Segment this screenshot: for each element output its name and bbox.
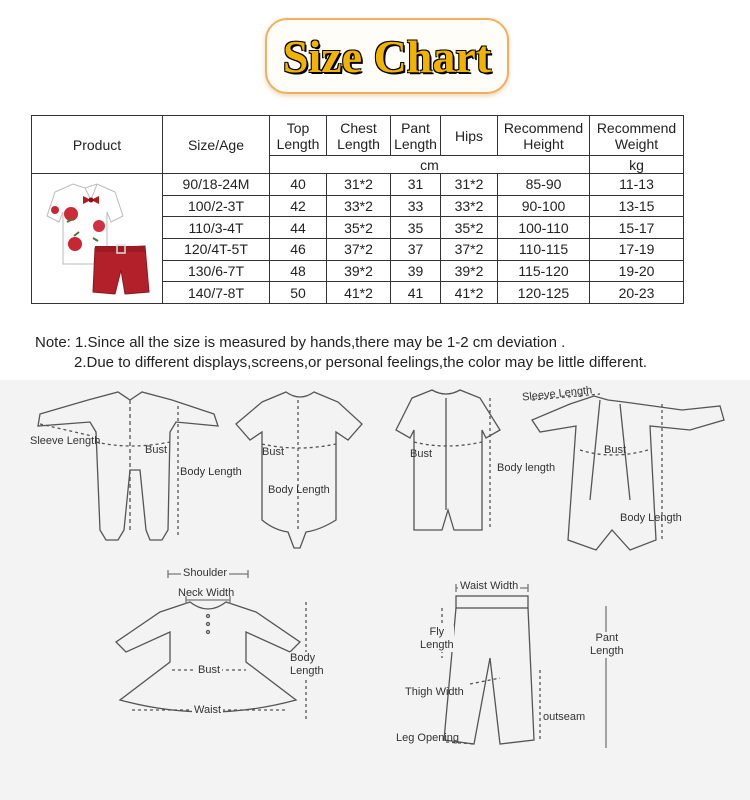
row-3-height: 110-115 (498, 238, 590, 260)
row-3-chest: 37*2 (327, 238, 391, 260)
kimono-body-label: Body Length (620, 512, 682, 524)
row-3-pant: 37 (391, 238, 441, 260)
product-image (32, 174, 163, 304)
notes (35, 333, 647, 373)
row-4-weight: 19-20 (590, 260, 684, 282)
header-chest-length: Chest Length (327, 116, 391, 156)
header-size-age: Size/Age (163, 116, 270, 174)
romper-bust-label: Bust (145, 444, 168, 456)
row-3-hips: 37*2 (441, 238, 498, 260)
bodysuit-drawing (236, 392, 362, 548)
header-top-length: Top Length (270, 116, 327, 156)
row-5-size: 140/7-8T (163, 282, 270, 304)
row-2-top: 44 (270, 217, 327, 239)
romper-body-label: Body Length (180, 466, 242, 478)
measurement-diagrams (0, 380, 750, 800)
row-5-chest: 41*2 (327, 282, 391, 304)
pants-fly-label: Fly Length (420, 626, 454, 651)
note-2: 2.Due to different displays,screens,or personal feelings,the color may be little different. (74, 354, 648, 371)
bodysuit-body-label: Body Length (268, 484, 330, 496)
kimono-drawing (532, 394, 724, 550)
row-0-chest: 31*2 (327, 174, 391, 196)
row-5-pant: 41 (391, 282, 441, 304)
row-1-hips: 33*2 (441, 195, 498, 217)
row-4-pant: 39 (391, 260, 441, 282)
row-4-top: 48 (270, 260, 327, 282)
header-recommend-weight: Recommend Weight (590, 116, 684, 156)
outfit-illustration (33, 174, 162, 300)
row-4-chest: 39*2 (327, 260, 391, 282)
row-4-hips: 39*2 (441, 260, 498, 282)
pants-outseam-label: outseam (543, 711, 586, 723)
shortall-body-label: Body length (497, 462, 556, 474)
pants-waist-label: Waist Width (460, 580, 519, 592)
dress-waist-label: Waist (194, 704, 222, 716)
row-4-size: 130/6-7T (163, 260, 270, 282)
note-1: Note: 1.Since all the size is measured by hands,there may be 1-2 cm deviation . (35, 334, 566, 351)
header-recommend-height: Recommend Height (498, 116, 590, 156)
row-5-height: 120-125 (498, 282, 590, 304)
row-5-top: 50 (270, 282, 327, 304)
pants-leg-label: Leg Opening (396, 732, 459, 744)
row-4-height: 115-120 (498, 260, 590, 282)
row-5-weight: 20-23 (590, 282, 684, 304)
row-2-chest: 35*2 (327, 217, 391, 239)
row-0-hips: 31*2 (441, 174, 498, 196)
dress-shoulder-label: Shoulder (183, 567, 228, 579)
row-2-hips: 35*2 (441, 217, 498, 239)
dress-neck-label: Neck Width (178, 587, 235, 599)
row-2-size: 110/3-4T (163, 217, 270, 239)
row-5-hips: 41*2 (441, 282, 498, 304)
row-3-size: 120/4T-5T (163, 238, 270, 260)
page-title: Size Chart (282, 30, 492, 82)
row-2-weight: 15-17 (590, 217, 684, 239)
dress-body-label: Body Length (290, 652, 324, 677)
row-1-size: 100/2-3T (163, 195, 270, 217)
row-1-height: 90-100 (498, 195, 590, 217)
row-2-pant: 35 (391, 217, 441, 239)
size-table (31, 115, 684, 304)
kimono-bust-label: Bust (604, 444, 627, 456)
shortall-bust-label: Bust (410, 448, 433, 460)
row-1-weight: 13-15 (590, 195, 684, 217)
header-pant-length: Pant Length (391, 116, 441, 156)
unit-kg: kg (590, 156, 684, 174)
garment-drawings (0, 380, 750, 800)
header-product: Product (32, 116, 163, 174)
kimono-sleeve-label: Sleeve Length (521, 384, 593, 404)
row-3-weight: 17-19 (590, 238, 684, 260)
row-1-chest: 33*2 (327, 195, 391, 217)
row-1-pant: 33 (391, 195, 441, 217)
bodysuit-bust-label: Bust (262, 446, 285, 458)
romper-sleeve-label: Sleeve Length (30, 435, 101, 447)
row-0-weight: 11-13 (590, 174, 684, 196)
row-1-top: 42 (270, 195, 327, 217)
row-3-top: 46 (270, 238, 327, 260)
dress-bust-label: Bust (198, 664, 221, 676)
row-2-height: 100-110 (498, 217, 590, 239)
title-box (265, 18, 509, 94)
row-0-size: 90/18-24M (163, 174, 270, 196)
pants-thigh-label: Thigh Width (405, 686, 464, 698)
row-0-pant: 31 (391, 174, 441, 196)
row-0-top: 40 (270, 174, 327, 196)
header-hips: Hips (441, 116, 498, 156)
pants-length-label: Pant Length (590, 632, 624, 657)
row-0-height: 85-90 (498, 174, 590, 196)
unit-cm: cm (270, 156, 590, 174)
